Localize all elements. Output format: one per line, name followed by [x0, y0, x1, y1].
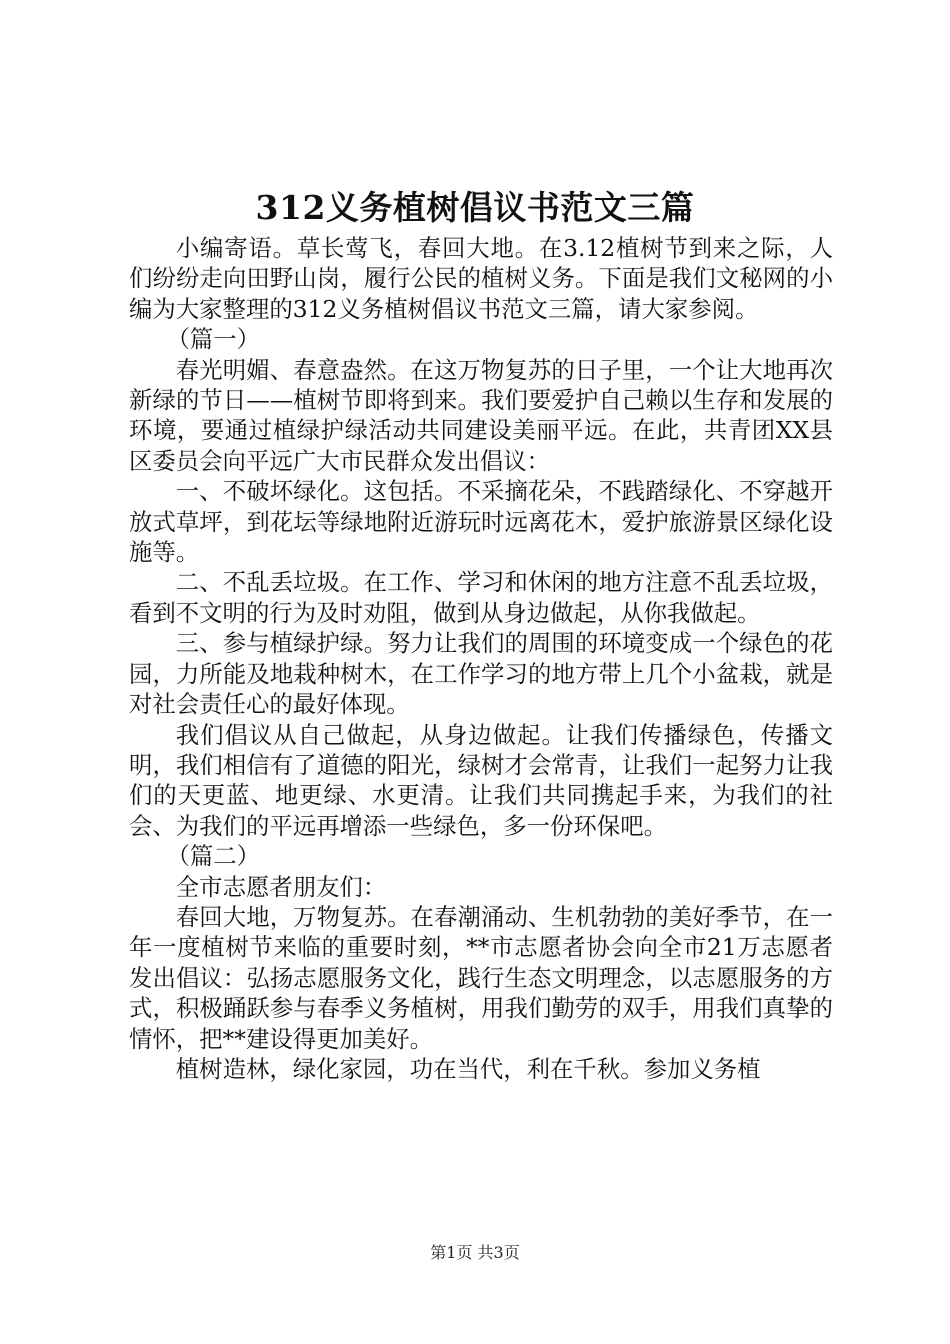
page-footer: 第1页 共3页 [430, 1243, 520, 1262]
paragraph: 春光明媚、春意盎然。在这万物复苏的日子里，一个让大地再次新绿的节日——植树节即将到来。我们要爱护自己赖以生存和发展的环境，要通过植绿护绿活动共同建设美丽平远。在此，共青团XX县区委员会向平远广大市民群众发出倡议： [129, 355, 833, 475]
paragraph-intro: 小编寄语。草长莺飞，春回大地。在3.12植树节到来之际，人们纷纷走向田野山岗，履行公民的植树义务。下面是我们文秘网的小编为大家整理的312义务植树倡议书范文三篇，请大家参阅。 [129, 234, 833, 323]
paragraph: 我们倡议从自己做起，从身边做起。让我们传播绿色，传播文明，我们相信有了道德的阳光，绿树才会常青，让我们一起努力让我们的天更蓝、地更绿、水更清。让我们共同携起手来，为我们的社会、为我们的平远再增添一些绿色，多一份环保吧。 [129, 720, 833, 840]
paragraph: 春回大地，万物复苏。在春潮涌动、生机勃勃的美好季节，在一年一度植树节来临的重要时刻，**市志愿者协会向全市21万志愿者发出倡议：弘扬志愿服务文化，践行生态文明理念，以志愿服务的方式，积极踊跃参与春季义务植树，用我们勤劳的双手，用我们真挚的情怀，把**建设得更加美好。 [129, 902, 833, 1053]
paragraph: 植树造林，绿化家园，功在当代，利在千秋。参加义务植 [175, 1054, 761, 1083]
paragraph: 一、不破坏绿化。这包括。不采摘花朵，不践踏绿化、不穿越开放式草坪，到花坛等绿地附近游玩时远离花木，爱护旅游景区绿化设施等。 [129, 477, 833, 567]
document-title: 312义务植树倡议书范文三篇 [255, 188, 695, 227]
document-body [129, 233, 833, 1084]
paragraph-salutation: 全市志愿者朋友们： [175, 872, 387, 901]
section-heading-1: （篇一） [166, 325, 260, 354]
paragraph: 二、不乱丢垃圾。在工作、学习和休闲的地方注意不乱丢垃圾，看到不文明的行为及时劝阻，做到从身边做起，从你我做起。 [129, 568, 833, 627]
paragraph: 三、参与植绿护绿。努力让我们的周围的环境变成一个绿色的花园，力所能及地栽种树木，在工作学习的地方带上几个小盆栽，就是对社会责任心的最好体现。 [129, 629, 833, 719]
section-heading-2: （篇二） [166, 842, 260, 871]
